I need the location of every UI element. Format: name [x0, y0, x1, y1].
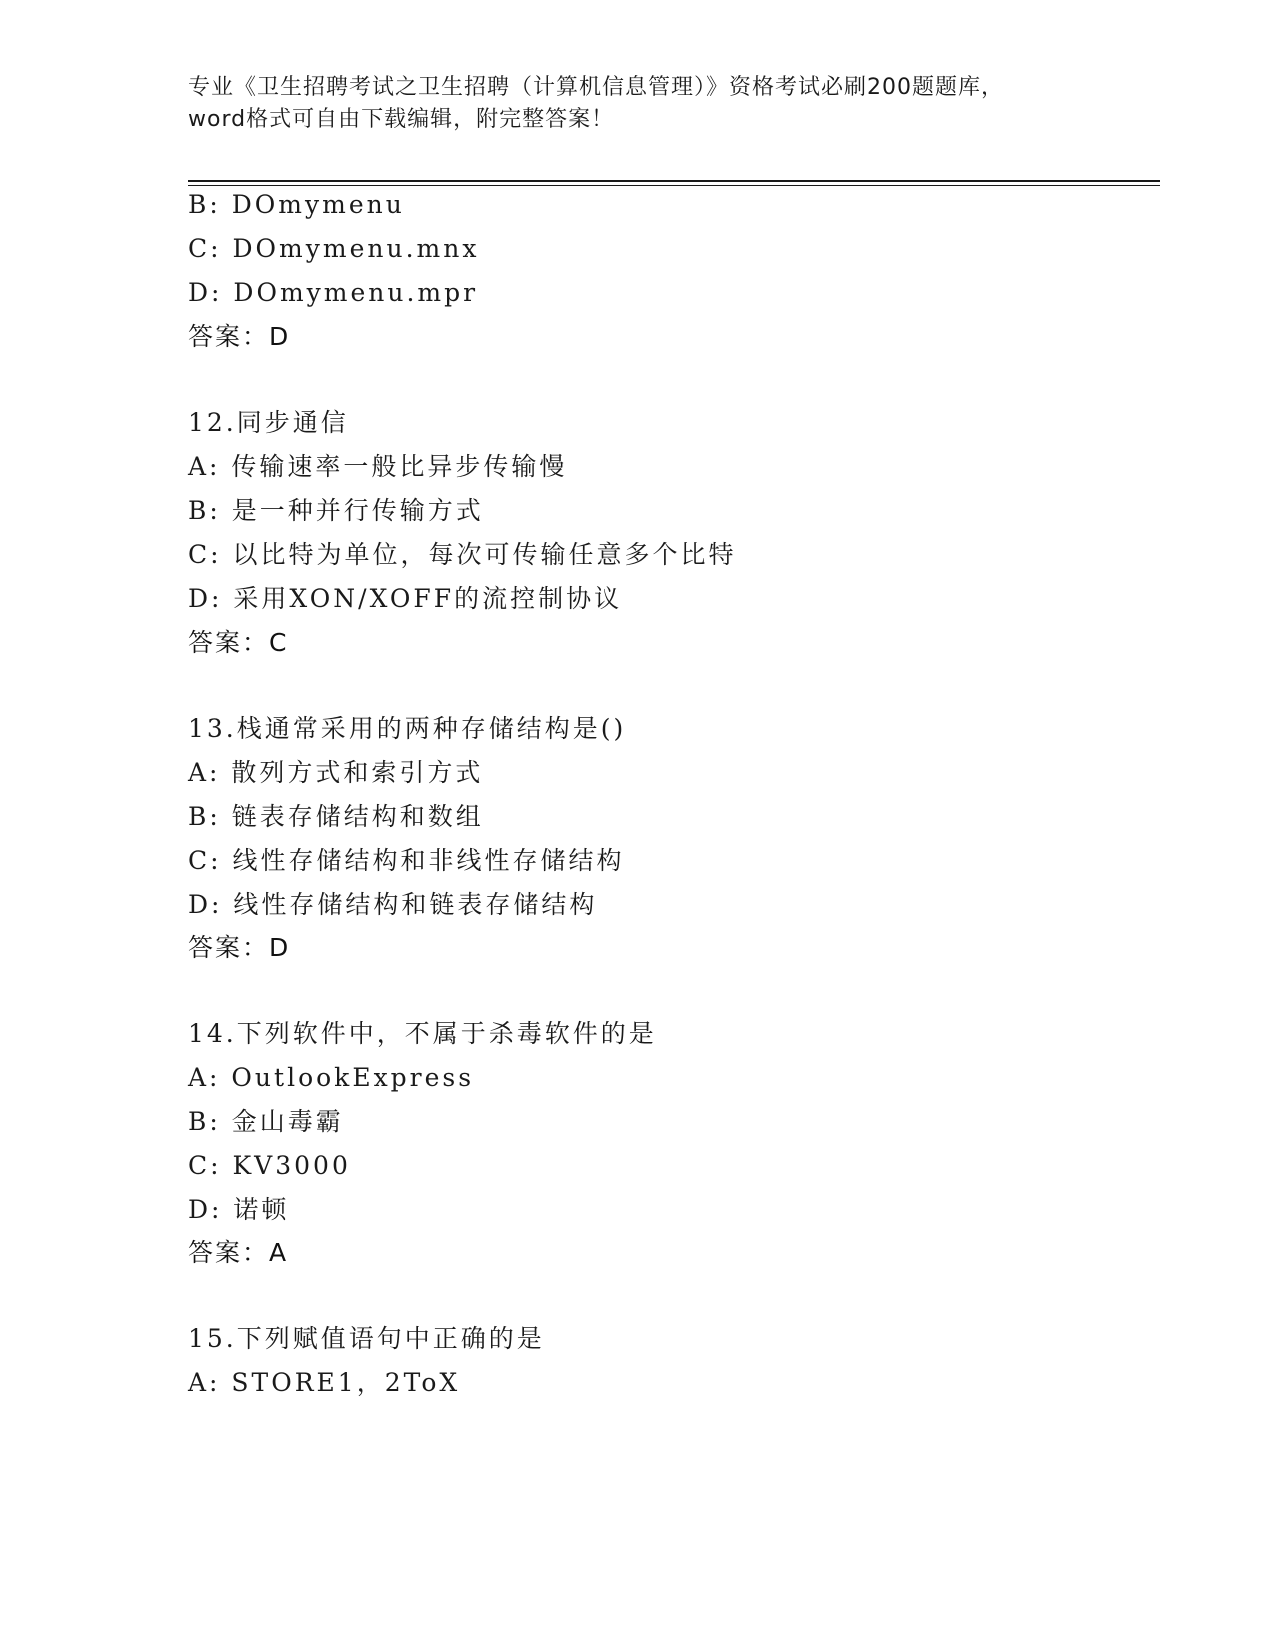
- option-a: A: OutlookExpress: [188, 1063, 475, 1092]
- option-d: D: 诺顿: [188, 1195, 290, 1224]
- option-c: C: 以比特为单位，每次可传输任意多个比特: [188, 540, 737, 569]
- answer-line: 答案：A: [188, 1238, 289, 1267]
- document-title-line-2: word格式可自由下载编辑，附完整答案！: [188, 107, 615, 132]
- question-stem: 13.栈通常采用的两种存储结构是(): [188, 714, 627, 743]
- option-c: C: 线性存储结构和非线性存储结构: [188, 846, 625, 875]
- option-a: A: STORE1，2ToX: [188, 1368, 461, 1397]
- option-c: C: DOmymenu.mnx: [188, 234, 480, 263]
- option-b: B: 是一种并行传输方式: [188, 496, 484, 525]
- option-a: A: 散列方式和索引方式: [188, 758, 484, 787]
- option-d: D: DOmymenu.mpr: [188, 278, 479, 307]
- answer-line: 答案：D: [188, 322, 291, 351]
- answer-line: 答案：D: [188, 933, 291, 962]
- option-b: B: 链表存储结构和数组: [188, 802, 484, 831]
- question-stem: 12.同步通信: [188, 408, 349, 437]
- question-stem: 14.下列软件中，不属于杀毒软件的是: [188, 1019, 657, 1048]
- option-c: C: KV3000: [188, 1151, 351, 1180]
- option-d: D: 采用XON/XOFF的流控制协议: [188, 584, 623, 613]
- question-stem: 15.下列赋值语句中正确的是: [188, 1324, 545, 1353]
- option-b: B: DOmymenu: [188, 190, 405, 219]
- header-divider-thin: [188, 185, 1160, 186]
- option-b: B: 金山毒霸: [188, 1107, 344, 1136]
- option-a: A: 传输速率一般比异步传输慢: [188, 452, 568, 481]
- document-title-line-1: 专业《卫生招聘考试之卫生招聘（计算机信息管理）》资格考试必刷200题题库，: [188, 75, 1004, 100]
- header-divider-thick: [188, 180, 1160, 182]
- option-d: D: 线性存储结构和链表存储结构: [188, 890, 598, 919]
- answer-line: 答案：C: [188, 628, 289, 657]
